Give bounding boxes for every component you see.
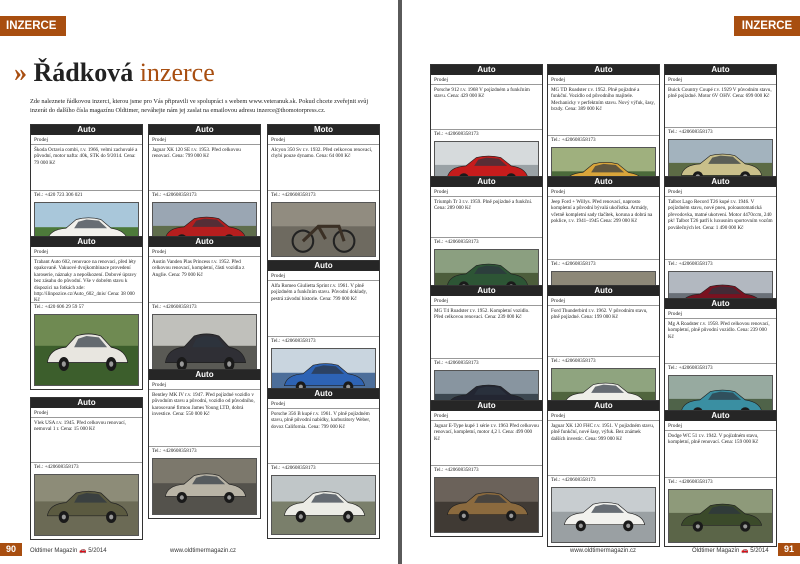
ad-category: Auto [665,411,776,421]
ad-kind: Prodej [548,75,659,85]
ad-category: Auto [548,177,659,187]
footer-issue: 5/2014 [750,548,769,554]
ad-category: Auto [548,65,659,75]
ad-box [267,388,380,539]
ad-category: Auto [31,398,142,408]
footer-magazine [692,547,769,554]
ad-category: Auto [548,286,659,296]
ad-phone: Tel.: +420608358173 [548,135,659,145]
ad-category: Auto [431,401,542,411]
footer-magazine [30,547,107,554]
ad-photo [668,489,773,543]
ad-category: Auto [665,177,776,187]
ad-kind: Prodej [149,247,260,257]
ad-text: Alfa Romeo Giulietta Sprint r.v. 1961. V plně pojízdném a funkčním stavu. Původní doklady, pestrá závodní historie. Cena: 799 000 Kč [271,283,368,302]
title-bold: Řádková [33,58,134,87]
page-number: 90 [0,543,22,556]
ad-photo [551,487,656,543]
ad-phone: Tel.: +420608358173 [149,190,260,200]
ad-kind: Prodej [149,380,260,390]
ad-text: Jaguar XK 120 FHC r.v. 1951. V pojízdném stavu, plně funkční, nové šasy, výfuk. Bez známek dalších investic. Cena: 999 000 Kč [551,423,655,442]
ad-category: Auto [149,370,260,380]
ad-text: Jeep Ford + Willys. Před renovací, naprosto kompletní a původní bývalá ukořistka. Armády, včetně kompletní sady tlačítek, koruna a dobrá na poklice, r.v. 1941–1945 Cena: 299 000 Kč [551,199,653,225]
section-tab: INZERCE [734,16,800,36]
ad-phone: Tel.: +420608358173 [431,465,542,475]
ad-phone: Tel.: +420 606 29 59 57 [31,302,142,312]
footer-magazine-name: Oldtimer Magazín [692,548,740,554]
ad-phone: Tel.: +420608358173 [665,127,776,137]
ad-kind: Prodej [548,187,659,197]
ad-phone: Tel.: +420608358173 [548,356,659,366]
ad-kind: Prodej [431,411,542,421]
ad-box [148,236,261,390]
ad-text: Buick Country Coupé r.v. 1929 V původním stavu, plně pojízdné. Motor 6V OHV. Cena: 699 000 Kč [668,87,772,100]
section-tab: INZERCE [0,16,66,36]
ad-text: Dodge WC 51 r.v. 1942. V pojízdném stavu, kompletní, plně renovací. Cena: 159 000 Kč [668,433,759,446]
title-light: inzerce [139,58,215,87]
ad-text: Mg A Roadster r.v. 1958. Před celkovou renovací, kompletní, plně původní vozidlo. Cena: 239 000 Kč [668,321,770,340]
ad-kind: Prodej [431,296,542,306]
ad-photo [271,475,376,535]
ad-category: Auto [31,125,142,135]
ad-phone: Tel.: +420608358173 [149,446,260,456]
car-logo-icon: 🚗 [741,548,749,554]
ad-phone: Tel.: +420608358173 [31,462,142,472]
ad-box [30,397,143,540]
ad-text: Ford Thunderbird r.v. 1962. V původním stavu, plně pojízdné. Cena: 199 000 Kč [551,308,648,321]
ad-phone: Tel.: +420608358173 [665,259,776,269]
ad-text: Jaguar E-Type kupé 1 série r.v. 1963 Před celkovou renovací, kompletní, motor 4,2 l. Cena: 499 000 Kč [434,423,539,442]
ad-text: Triumph Tr 3 r.v. 1959. Plně pojízdné a funkční. Cena: 289 000 Kč [434,199,533,212]
ad-phone: Tel.: +420608358173 [665,363,776,373]
ad-phone: Tel.: +420608358173 [665,477,776,487]
ad-phone: Tel.: +420608358173 [431,237,542,247]
ad-category: Auto [665,299,776,309]
ad-text: Trabant Auto 602, renovace na renovaci, před léty opakovaně. Vakuové dvojkombinace provedení karoserie, náznaky a nepoškození. Dobové úpravy bez zásahu do původní. Vše v dobrém stavu k dispozici na fotkách zde: http://ilinpozice.cz/Auto_602_4nis/ Cena: 38 000 Kč [34,259,137,302]
ad-text: Austin Vanden Plas Princess r.v. 1952. Před celkovou renovací, kompletní, části vozidla z Anglie. Cena: 79 000 Kč [152,259,245,278]
ad-category: Auto [431,177,542,187]
ad-box [30,236,143,390]
ad-text: Škoda Octavia combi, r.v. 1966, velmi zachovalé a původní, motor nafta: 40k, STK do 9/2014. Cena: 79 000 Kč [34,147,138,166]
page-number: 91 [778,543,800,556]
ad-phone: Tel.: +420608358173 [431,358,542,368]
ad-category: Auto [149,237,260,247]
ad-category: Moto [268,125,379,135]
ad-category: Auto [268,261,379,271]
ad-category: Auto [31,237,142,247]
ad-phone: Tel.: +420608358173 [268,463,379,473]
ad-phone: Tel.: +420608358173 [149,302,260,312]
ad-kind: Prodej [31,408,142,418]
car-logo-icon: 🚗 [79,548,87,554]
ad-text: Alcyon 350 Sv r.v. 1932. Před celkovou renovací, chybí pouze dynamo. Cena: 64 000 Kč [271,147,373,160]
ad-kind: Prodej [548,296,659,306]
ad-kind: Prodej [268,271,379,281]
ad-photo [34,474,139,536]
ad-box [547,400,660,547]
ad-kind: Prodej [149,135,260,145]
intro-text: Zde naleznete řádkovou inzerci, kterou jsme pro Vás připravili ve spolupráci s webem www.veteranuk.sk. Pokud chcete zveřejnit svůj inzerát do dalšího čísla magazínu Oldtimer, neváhejte nám jej zaslat na emailovou adresu inzerce@thomotorpress.cz. [30,98,369,114]
ad-category: Auto [431,65,542,75]
ad-kind: Prodej [431,75,542,85]
ad-text: Porsche 356 B kupé r.v. 1961. V plně pojízdném stavu, plně původní nabídky, karburátory Weber, dovoz California. Cena: 799 000 Kč [271,411,371,430]
ad-kind: Prodej [31,135,142,145]
ad-photo [34,314,139,386]
ad-category: Auto [268,389,379,399]
ad-text: MG TD Roadster r.v. 1952. Plně pojízdné a funkční. Vozidlo od původního majitele. Mechanicky v perfektním stavu. Nový výfuk, šasy, brzdy. Cena: 389 000 Kč [551,87,655,113]
ad-category: Auto [149,125,260,135]
ad-kind: Prodej [665,75,776,85]
footer-url: www.oldtimermagazin.cz [170,548,237,554]
ad-phone: Tel.: +420608358173 [268,336,379,346]
ad-text: MG T4 Roadster r.v. 1952. Kompletní vozidlo. Před celkovou renovací. Cena: 239 000 Kč [434,308,530,321]
ad-photo [434,477,539,533]
ad-text: Talbot Lago Record T26 kupé r.v. 1946. V pojízdném stavu, nové pneu, poloautomatická převodovka, matné ukotvení. Motor 4470ccm, 240 pk! Talbot T26 patří k luxusním sportovním vozům poválečných let. Cena: 1 490 000 Kč [668,199,773,231]
ad-kind: Prodej [31,247,142,257]
ad-kind: Prodej [665,421,776,431]
title-chevrons: » [14,58,27,87]
ad-text: Porsche 912 r.v. 1968 V pojízdném a funkčním stavu. Cena: 429 000 Kč [434,87,530,100]
ad-text: Bentley MK IV r.v. 1947. Před pojízdné vozidlo v původním stavu a původní, vozidlo od původního, karosované firmou James Young LTD, dobrá investice. Cena: 550 000 Kč [152,392,255,418]
ad-kind: Prodej [665,309,776,319]
ad-photo [152,458,257,515]
footer-url: www.oldtimermagazin.cz [570,548,637,554]
footer-issue: 5/2014 [88,548,107,554]
ad-kind: Prodej [268,399,379,409]
footer-magazine-name: Oldtimer Magazín [30,548,78,554]
ad-text: Jaguar XK 120 SE r.v. 1953. Před celkovou renovací. Cena: 799 000 Kč [152,147,241,160]
ad-box [267,124,380,261]
page-title [14,58,215,88]
ad-category: Auto [548,401,659,411]
ad-category: Auto [665,65,776,75]
ad-phone: Tel.: +420608358173 [548,259,659,269]
ad-box [148,369,261,519]
ad-phone: Tel.: +420608358173 [431,129,542,139]
ad-kind: Prodej [431,187,542,197]
ad-kind: Prodej [665,187,776,197]
ad-photo [271,202,376,257]
ad-box [430,400,543,537]
ad-box [267,260,380,408]
ad-box [664,410,777,547]
ad-kind: Prodej [268,135,379,145]
ad-text: Vlek USA r.v. 1945. Před celkovou renovací, nemoval 1 r. Cena: 15 000 Kč [34,420,126,433]
ad-category: Auto [431,286,542,296]
ad-kind: Prodej [548,411,659,421]
ad-phone: Tel.: +420 723 306 021 [31,190,142,200]
ad-phone: Tel.: +420608358173 [548,475,659,485]
ad-phone: Tel.: +420608358173 [268,190,379,200]
